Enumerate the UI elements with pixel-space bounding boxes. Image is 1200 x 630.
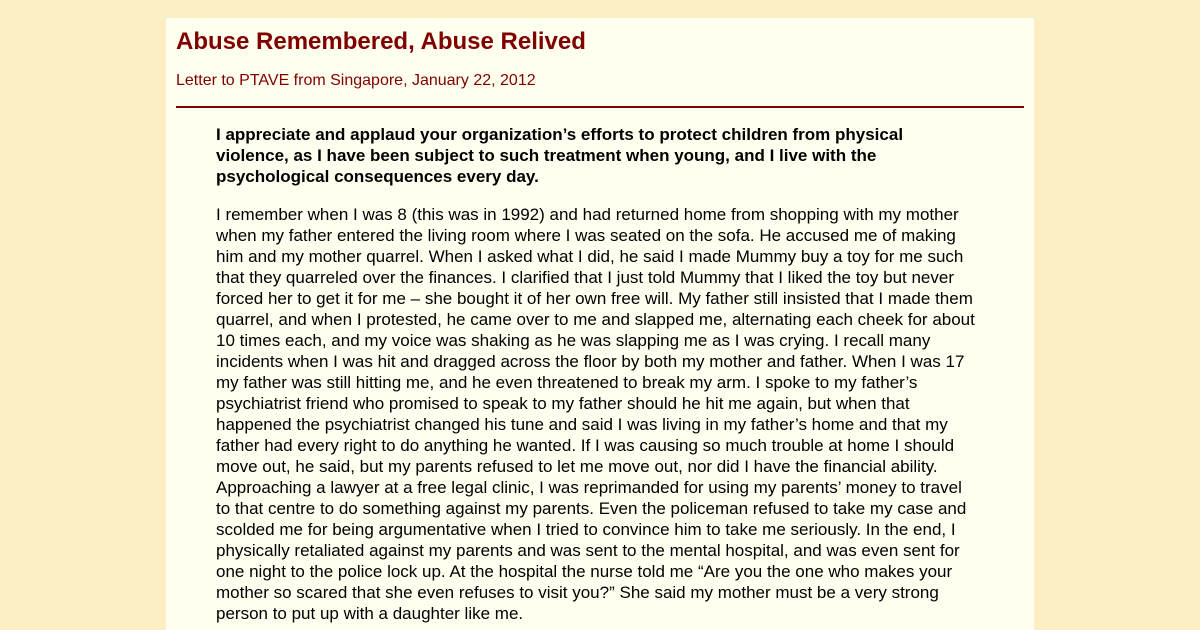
article-container	[166, 18, 1034, 630]
title-divider	[176, 106, 1024, 108]
lead-paragraph: I appreciate and applaud your organization’s efforts to protect children from physical violence, as I have been subject to such treatment when young, and I live with the psychological consequences every day.	[216, 125, 904, 186]
article-title: Abuse Remembered, Abuse Relived	[176, 28, 586, 55]
article-subtitle: Letter to PTAVE from Singapore, January 22, 2012	[176, 72, 536, 89]
article-body	[176, 124, 1024, 624]
body-paragraph: I remember when I was 8 (this was in 1992) and had returned home from shopping with my mother when my father entered the living room where I was seated on the sofa. He accused me of making him and my mother quarrel. When I asked what I did, he said I made Mummy buy a toy for me such that they quarreled over the finances. I clarified that I just told Mummy that I liked the toy but never forced her to get it for me – she bought it of her own free will. My father still insisted that I made them quarrel, and when I protested, he came over to me and slapped me, alternating each cheek for about 10 times each, and my voice was shaking as he was slapping me as I was crying. I recall many incidents when I was hit and dragged across the floor by both my mother and father. When I was 17 my father was still hitting me, and he even threatened to break my arm. I spoke to my father’s psychiatrist friend who promised to speak to my father should he hit me again, but when that happened the psychiatrist changed his tune and said I was living in my father’s home and that my father had every right to do anything he wanted. If I was causing so much trouble at home I should move out, he said, but my parents refused to let me move out, nor did I have the financial ability. Approaching a lawyer at a free legal clinic, I was reprimanded for using my parents’ money to travel to that centre to do something against my parents. Even the policeman refused to take my case and scolded me for being argumentative when I tried to convince him to take me seriously. In the end, I physically retaliated against my parents and was sent to the mental hospital, and was even sent for one night to the police lock up. At the hospital the nurse told me “Are you the one who makes your mother so scared that she even refuses to visit you?” She said my mother must be a very strong person to put up with a daughter like me.	[216, 205, 975, 623]
